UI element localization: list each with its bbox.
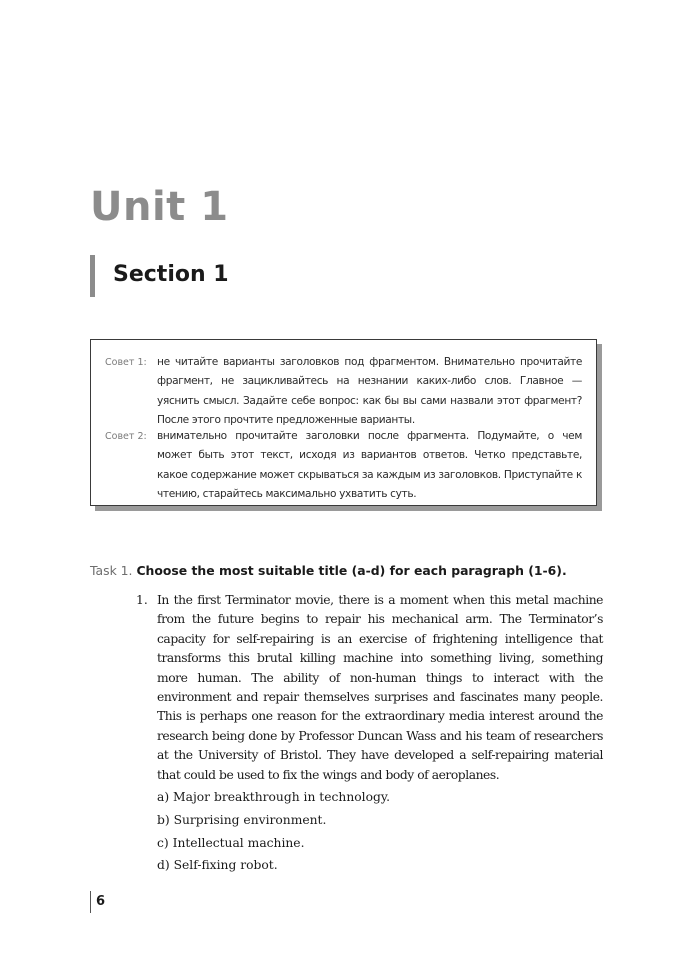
task-label: Task 1. bbox=[90, 563, 133, 578]
tip-1-label: Совет 1: bbox=[105, 357, 147, 368]
option-c: c) Intellectual machine. bbox=[157, 835, 305, 850]
section-title: Section 1 bbox=[113, 262, 229, 287]
section-accent-bar bbox=[90, 255, 95, 297]
paragraph-text: In the first Terminator movie, there is a moment when this metal machine from the future begins to repair his mechanical arm. The Terminator’s capacity for self-repairing is an exercise of frightening intelligence that transforms this brutal killing machine into something living, something more human. The ability of non-human things to interact with the environment and repair themselves surprises and fascinates many people. This is perhaps one reason for the extraordinary media interest around the research being done by Professor Duncan Wass and his team of researchers at the University of Bristol. They have developed a self-repairing material that could be used to fix the wings and body of aeroplanes. bbox=[157, 593, 603, 782]
unit-title: Unit 1 bbox=[90, 184, 229, 230]
answer-options bbox=[157, 786, 390, 877]
option-b: b) Surprising environment. bbox=[157, 812, 327, 827]
option-a: a) Major breakthrough in technology. bbox=[157, 790, 391, 804]
tip-1-text: не читайте варианты заголовков под фрагментом. Внимательно прочитайте фрагмент, не зацикливайтесь на незнании каких-либо слов. Главное — уяснить смысл. Задайте себе вопрос: как бы вы сами назвали этот фрагмент? После этого прочтите предложенные варианты. bbox=[157, 356, 582, 427]
paragraph-number: 1. bbox=[136, 593, 148, 607]
task-instruction: Choose the most suitable title (a-d) for each paragraph (1-6). bbox=[136, 563, 567, 578]
page-number: 6 bbox=[96, 894, 106, 909]
tip-2-label: Совет 2: bbox=[105, 431, 147, 442]
tip-2-text: внимательно прочитайте заголовки после фрагмента. Подумайте, о чем может быть этот текст, исходя из вариантов ответов. Четко представьте, какое содержание может скрываться за каждым из заголовков. Приступайте к чтению, старайтесь максимально ухватить суть. bbox=[157, 430, 582, 501]
task-heading bbox=[90, 561, 567, 581]
page-number-bar bbox=[90, 891, 91, 913]
tips-box bbox=[90, 339, 597, 506]
option-d: d) Self-fixing robot. bbox=[157, 858, 278, 873]
